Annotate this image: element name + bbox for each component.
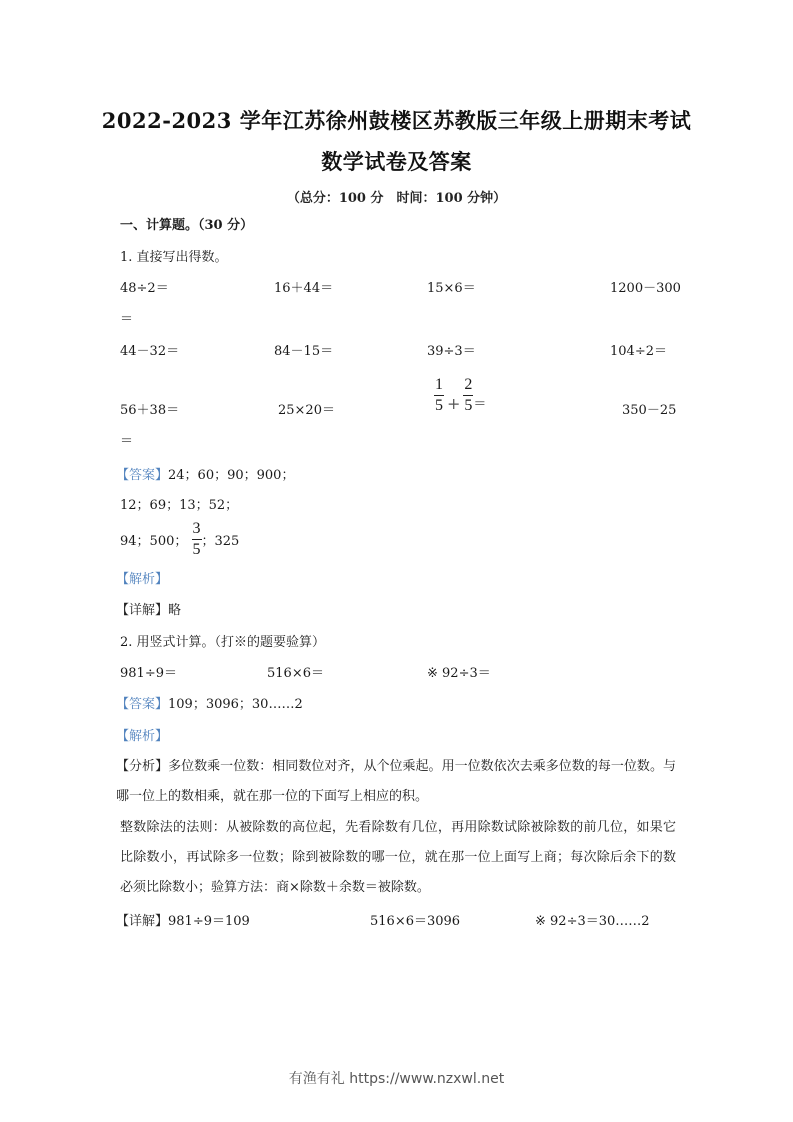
detail-line: 【详解】981÷9＝109	[116, 914, 250, 929]
fraction: $\frac{2}{5}$	[464, 376, 473, 414]
detail-line: 【详解】略	[116, 603, 182, 618]
problem-cell: 39÷3＝	[427, 344, 476, 359]
analysis-paragraph: 【分析】多位数乘一位数：相同数位对齐，从个位乘起。用一位数依次去乘多位数的每一位数。与哪一位上的数相乘，就在那一位的下面写上相应的积。	[116, 759, 676, 804]
problem-cell: 15×6＝	[427, 281, 476, 296]
section-heading: 一、计算题。（30 分）	[120, 218, 254, 233]
problem-cell: 350－25	[622, 403, 677, 418]
problem-cell: 44－32＝	[120, 344, 180, 359]
problem-cell: 25×20＝	[278, 403, 335, 418]
problem-cell: 1200－300	[610, 281, 681, 296]
question-1-prompt: 1. 直接写出得数。	[120, 250, 228, 265]
fenxi-tag: 【分析】	[116, 759, 169, 774]
problem-cell: 84－15＝	[274, 344, 334, 359]
problem-wrap: ＝	[120, 434, 134, 449]
analysis-tag: 【解析】	[116, 572, 169, 587]
problem-cell: 104÷2＝	[610, 344, 667, 359]
answer-line: 【答案】24；60；90；900；	[116, 468, 295, 483]
fraction: $\frac{3}{5}$	[192, 520, 201, 558]
problem-cell: 48÷2＝	[120, 281, 169, 296]
page-title-line2: 数学试卷及答案	[321, 149, 472, 174]
problem-cell: 56＋38＝	[120, 403, 180, 418]
rule-paragraph: 整数除法的法则：从被除数的高位起，先看除数有几位，再用除数试除被除数的前几位，如果它比除数小，再试除多一位数；除到被除数的哪一位，就在那一位上面写上商；每次除后余下的数必须比除数小；验算方法：商×除数＋余数＝被除数。	[120, 820, 676, 895]
detail-cell: 516×6＝3096	[370, 914, 461, 929]
answer-line: 12；69；13；52；	[120, 498, 239, 513]
answer-tag: 【答案】	[116, 468, 169, 483]
answer-tag: 【答案】	[116, 697, 169, 712]
detail-tag: 【详解】	[116, 914, 169, 929]
answer-line: 【答案】109；3096；30……2	[116, 697, 303, 712]
analysis-tag: 【解析】	[116, 729, 169, 744]
question-2-prompt: 2. 用竖式计算。（打※的题要验算）	[120, 635, 326, 650]
fraction-expression: $\frac{1}{5}$ + $\frac{2}{5}$ ＝	[435, 376, 487, 414]
problem-cell: 981÷9＝	[120, 666, 177, 681]
exam-info: （总分：100 分 时间：100 分钟）	[286, 191, 507, 206]
problem-wrap: ＝	[120, 312, 134, 327]
problem-cell: 16＋44＝	[274, 281, 334, 296]
problem-cell: ※ 92÷3＝	[427, 666, 491, 681]
fraction: $\frac{1}{5}$	[435, 376, 443, 414]
detail-tag: 【详解】	[116, 603, 169, 618]
page-title-line1: 2022-2023 学年江苏徐州鼓楼区苏教版三年级上册期末考试	[101, 108, 692, 133]
answer-line: 94；500； $\frac{3}{5}$ ；325	[120, 520, 240, 558]
watermark-footer: 有渔有礼 https://www.nzxwl.net	[288, 1071, 505, 1087]
detail-cell: ※ 92÷3＝30……2	[535, 914, 650, 929]
problem-cell: 516×6＝	[267, 666, 324, 681]
